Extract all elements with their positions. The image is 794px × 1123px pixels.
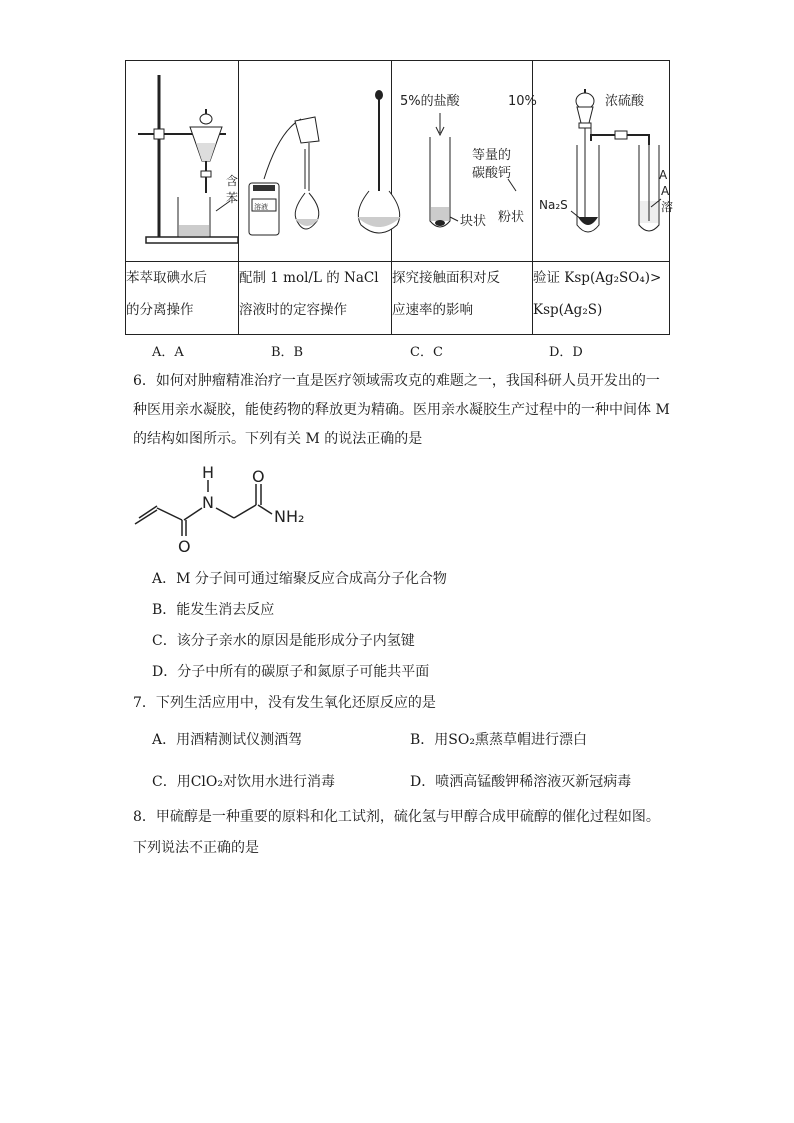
- experiment-table: [125, 60, 674, 335]
- caption-c-line2: 应速率的影响: [392, 302, 473, 318]
- q6-option-c: C．该分子亲水的原因是能形成分子内氢键: [152, 633, 415, 649]
- label-bottle: 溶液: [254, 203, 268, 211]
- q6-stem-line2: 种医用亲水凝胶，能使药物的释放更为精确。医用亲水凝胶生产过程中的一种中间体 M: [133, 402, 670, 418]
- label-caco3: 碳酸钙: [472, 166, 512, 181]
- q7-option-c: C．用ClO₂对饮用水进行消毒: [152, 774, 335, 790]
- q6-option-a: A．M 分子间可通过缩聚反应合成高分子化合物: [152, 571, 447, 587]
- label-rong: 溶: [661, 200, 674, 214]
- atom-o1: O: [178, 537, 191, 556]
- reaction-rate-diagram: [392, 61, 537, 257]
- q7-option-b: B．用SO₂熏蒸草帽进行漂白: [410, 732, 587, 748]
- figure-reaction-rate: [392, 61, 537, 262]
- caption-a: [126, 262, 239, 335]
- caption-a-line1: 苯萃取碘水后: [126, 270, 207, 286]
- atom-o2: O: [252, 467, 265, 486]
- caption-b: [239, 262, 392, 335]
- q5-option-a: A．A: [152, 345, 184, 360]
- q8-stem-line2: 下列说法不正确的是: [133, 840, 259, 856]
- figure-volumetric-flask: [239, 61, 392, 262]
- label-lump: 块状: [460, 214, 487, 229]
- separatory-funnel-diagram: [126, 61, 238, 257]
- q6-option-b: B．能发生消去反应: [152, 602, 275, 618]
- caption-d-line1: 验证 Ksp(Ag₂SO₄)>: [533, 270, 662, 286]
- caption-c: [392, 262, 533, 335]
- q7-stem: 7．下列生活应用中，没有发生氧化还原反应的是: [133, 695, 436, 711]
- label-ben: 苯: [226, 191, 239, 205]
- figure-separatory-funnel: [126, 61, 239, 262]
- volumetric-flask-diagram: [239, 61, 391, 257]
- q6-stem-line3: 的结构如图所示。下列有关 M 的说法正确的是: [133, 431, 423, 447]
- caption-a-line2: 的分离操作: [126, 302, 194, 318]
- caption-b-line1: 配制 1 mol/L 的 NaCl: [239, 270, 379, 286]
- caption-b-line2: 溶液时的定容操作: [239, 302, 347, 318]
- atom-nh2: NH₂: [274, 507, 305, 526]
- q6-option-d: D．分子中所有的碳原子和氮原子可能共平面: [152, 664, 430, 680]
- atom-n: N: [202, 493, 214, 512]
- q5-option-b: B．B: [271, 345, 304, 360]
- label-han: 含: [226, 174, 239, 188]
- caption-d-line2: Ksp(Ag₂S): [533, 302, 603, 318]
- label-a1: A: [659, 168, 668, 182]
- structure-formula-m: [130, 462, 330, 558]
- label-a2: A: [661, 184, 670, 198]
- label-hcl-10: 10%: [508, 94, 537, 109]
- q6-stem-line1: 6．如何对肿瘤精准治疗一直是医疗领域需攻克的难题之一，我国科研人员开发出的一: [133, 373, 660, 389]
- q7-option-d: D．喷洒高锰酸钾稀溶液灭新冠病毒: [410, 774, 632, 790]
- caption-d: [533, 262, 670, 335]
- label-hcl-5: 5%的盐酸: [400, 94, 460, 109]
- label-equal: 等量的: [472, 148, 512, 163]
- ksp-diagram: [533, 61, 674, 257]
- q5-option-d: D．D: [549, 345, 583, 360]
- q7-option-a: A．用酒精测试仪测酒驾: [152, 732, 303, 748]
- label-powder: 粉状: [498, 210, 525, 225]
- atom-h: H: [202, 463, 215, 482]
- q8-stem-line1: 8．甲硫醇是一种重要的原料和化工试剂，硫化氢与甲醇合成甲硫醇的催化过程如图。: [133, 809, 660, 825]
- q5-option-c: C．C: [410, 345, 443, 360]
- caption-c-line1: 探究接触面积对反: [392, 270, 500, 286]
- label-h2so4: 浓硫酸: [605, 94, 645, 109]
- label-na2s: Na₂S: [539, 198, 568, 212]
- figure-ksp: [533, 61, 674, 262]
